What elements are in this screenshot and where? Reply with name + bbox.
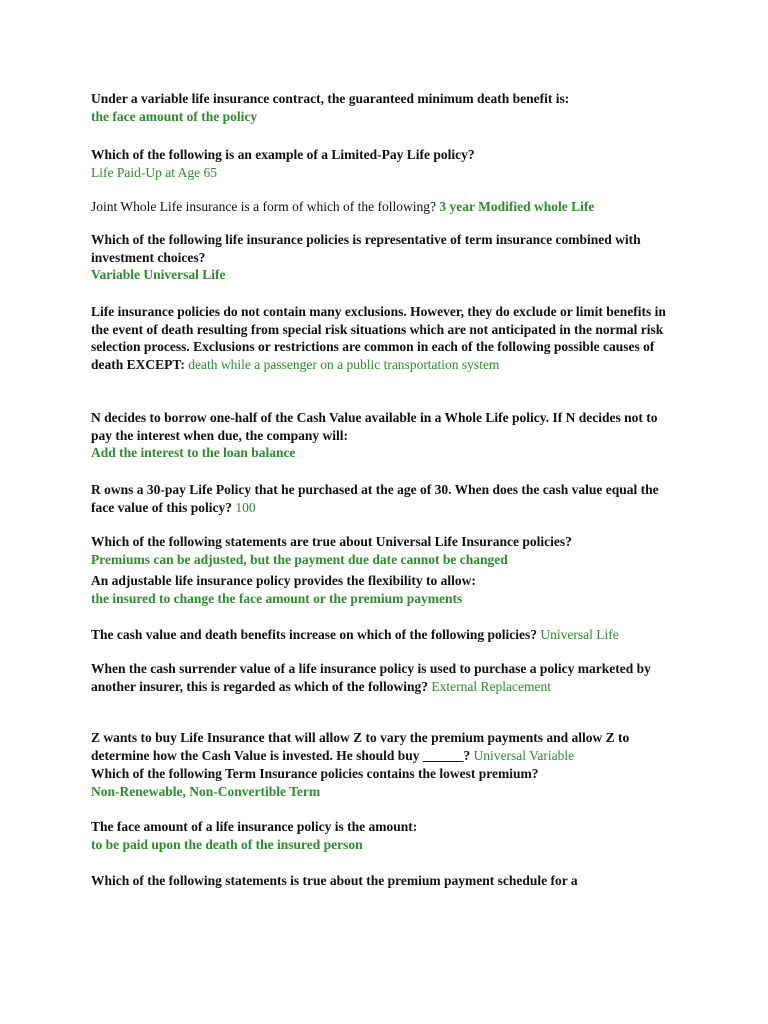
question-text: Under a variable life insurance contract, the guaranteed minimum death benefit is:	[91, 91, 570, 106]
answer-text: Premiums can be adjusted, but the payment due date cannot be changed	[91, 551, 508, 567]
answer-text: Add the interest to the loan balance	[91, 445, 296, 460]
question-text: When the cash surrender value of a life insurance policy is used to purchase a policy marketed by another insurer, this is regarded as which of the following?	[91, 661, 651, 694]
question-text: Which of the following Term Insurance policies contains the lowest premium?	[91, 766, 539, 781]
qa-item	[91, 198, 681, 216]
answer-text: Variable Universal Life	[91, 267, 226, 282]
question-text: The face amount of a life insurance policy is the amount:	[91, 819, 418, 834]
question-text: Which of the following life insurance policies is representative of term insurance combined with investment choices?	[91, 232, 641, 265]
answer-text: 100	[235, 499, 256, 515]
question-text: An adjustable life insurance policy provides the flexibility to allow:	[91, 573, 476, 588]
qa-item	[91, 626, 681, 644]
qa-item	[91, 818, 681, 853]
question-text: Z wants to buy Life Insurance that will allow Z to vary the premium payments and allow Z to determine how the Cash Value is invested. He should buy ______?	[91, 730, 630, 763]
answer-text: death while a passenger on a public transportation system	[188, 356, 500, 372]
qa-item	[91, 303, 681, 373]
answer-text: Life Paid-Up at Age 65	[91, 164, 217, 180]
qa-item	[91, 729, 681, 764]
answer-text: the face amount of the policy	[91, 108, 258, 124]
question-text: The cash value and death benefits increase on which of the following policies?	[91, 627, 538, 642]
qa-item	[91, 231, 681, 284]
answer-text: Universal Variable	[470, 747, 575, 763]
answer-text: Universal Life	[540, 627, 619, 642]
qa-item	[91, 146, 681, 181]
answer-text: External Replacement	[431, 678, 551, 694]
qa-item	[91, 765, 681, 800]
answer-text: Non-Renewable, Non-Convertible Term	[91, 783, 321, 799]
question-text: Life insurance policies do not contain many exclusions. However, they do exclude or limit benefits in the event of death resulting from special risk situations which are not anticipated in the normal risk selection process. Exclusions or restrictions are common in each of the following possible causes of death EXCEPT:	[91, 304, 666, 372]
question-text: Which of the following is an example of a Limited-Pay Life policy?	[91, 147, 475, 162]
answer-text: 3 year Modified whole Life	[439, 199, 595, 214]
question-text: Joint Whole Life insurance is a form of which of the following?	[91, 199, 437, 214]
answer-text: the insured to change the face amount or the premium payments	[91, 590, 463, 606]
qa-item	[91, 481, 681, 516]
answer-text: to be paid upon the death of the insured person	[91, 836, 363, 852]
qa-item	[91, 572, 681, 607]
question-text: Which of the following statements is true about the premium payment schedule for a	[91, 873, 578, 888]
question-text: R owns a 30-pay Life Policy that he purchased at the age of 30. When does the cash value equal the face value of this policy?	[91, 482, 659, 515]
qa-item	[91, 872, 681, 890]
qa-item	[91, 533, 681, 568]
question-text: N decides to borrow one-half of the Cash Value available in a Whole Life policy. If N decides not to pay the interest when due, the company will:	[91, 410, 658, 443]
qa-item	[91, 660, 681, 695]
qa-item	[91, 90, 681, 125]
question-text: Which of the following statements are true about Universal Life Insurance policies?	[91, 534, 572, 549]
qa-item	[91, 409, 681, 462]
